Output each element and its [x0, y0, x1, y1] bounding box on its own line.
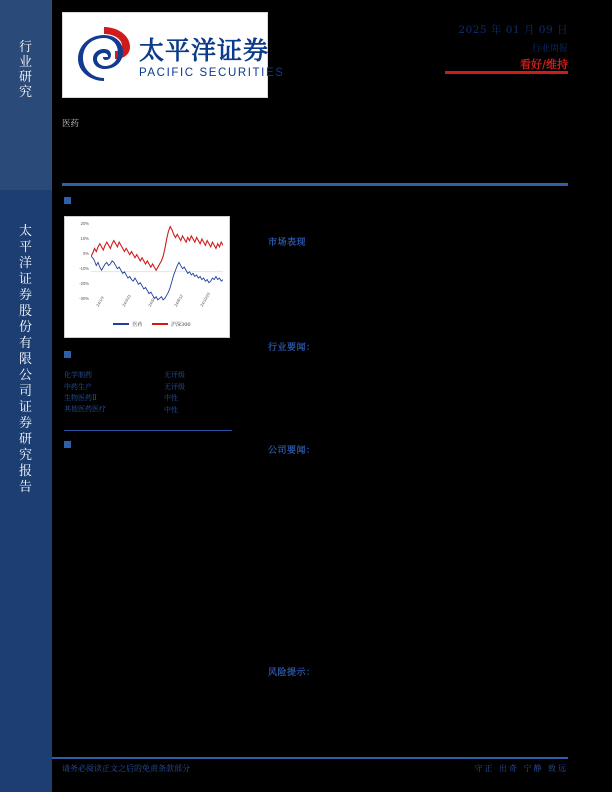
rating-row-value: 无评级 — [164, 382, 185, 391]
footer-divider — [52, 757, 568, 759]
chart-x-axis-labels — [91, 291, 223, 319]
legend-label-hs300: 沪深300 — [171, 322, 191, 328]
market-performance-chart — [64, 216, 230, 338]
rating-row-value: 无评级 — [164, 371, 185, 379]
chart-legend — [65, 321, 231, 328]
heading-industry-news: 行业要闻： — [268, 343, 316, 353]
section-bullet-company — [64, 441, 71, 448]
rating-row-value: 中性 — [164, 394, 178, 402]
logo-text-cn: 太平洋证券 — [139, 36, 270, 65]
logo-text-en: PACIFIC SECURITIES — [139, 67, 285, 79]
rating-row-name: 化学制药 — [64, 371, 92, 379]
heading-market-performance: 市场表现 — [268, 238, 307, 248]
footer-slogan: 守正 出奇 宁静 致远 — [474, 764, 568, 773]
chart-xtick: 24/3/21 — [121, 293, 133, 308]
company-logo-box — [62, 12, 285, 98]
sidebar-label-industry-research: 行业研究 — [18, 40, 33, 100]
sector-label: 医药 — [62, 119, 80, 129]
chart-y-axis-labels — [67, 221, 89, 307]
chart-ytick: -30% — [79, 296, 89, 301]
heading-company-news: 公司要闻： — [268, 446, 316, 456]
sidebar-label-company-name: 太平洋证券股份有限公司证券研究报告 — [18, 224, 33, 495]
table-row — [64, 382, 234, 394]
report-date: 2025 年 01 月 09 日 — [458, 24, 568, 36]
rating-row-value: 中性 — [164, 405, 178, 414]
sub-industry-ratings-table — [64, 370, 234, 425]
rating-badge: 看好/维持 — [519, 58, 568, 71]
legend-swatch-hs300 — [152, 323, 168, 325]
chart-xtick: 24/6/1 — [147, 295, 157, 308]
section-bullet-ratings — [64, 351, 71, 358]
table-row — [64, 370, 234, 382]
chart-ytick: -10% — [79, 266, 89, 271]
report-type-label: 行业周报 — [531, 44, 568, 54]
chart-xtick: 24/10/23 — [199, 291, 212, 308]
table-row — [64, 405, 234, 425]
chart-xtick: 24/8/12 — [173, 293, 185, 308]
ratings-table-divider — [64, 430, 232, 431]
rating-row-name: 生物医药Ⅱ — [64, 394, 97, 402]
footer-disclaimer: 请务必阅读正文之后的免责条款部分 — [62, 764, 190, 773]
pacific-securities-logo-icon — [75, 25, 133, 83]
section-bullet-market — [64, 197, 71, 204]
chart-plot-area — [91, 225, 223, 303]
rating-row-name: 其他医药医疗 — [64, 404, 106, 413]
rating-underline — [445, 71, 568, 74]
chart-ytick: 0% — [82, 251, 89, 256]
legend-swatch-yiyao — [113, 323, 129, 325]
legend-label-yiyao: 医药 — [132, 322, 143, 328]
heading-risk-warning: 风险提示： — [268, 668, 316, 678]
chart-ytick: 20% — [80, 221, 89, 226]
chart-ytick: 10% — [80, 236, 89, 241]
chart-ytick: -20% — [79, 281, 89, 286]
table-row — [64, 393, 234, 405]
rating-row-name: 中药生产 — [64, 382, 92, 391]
chart-xtick: 24/1/9 — [95, 295, 105, 308]
header-divider — [62, 183, 568, 186]
